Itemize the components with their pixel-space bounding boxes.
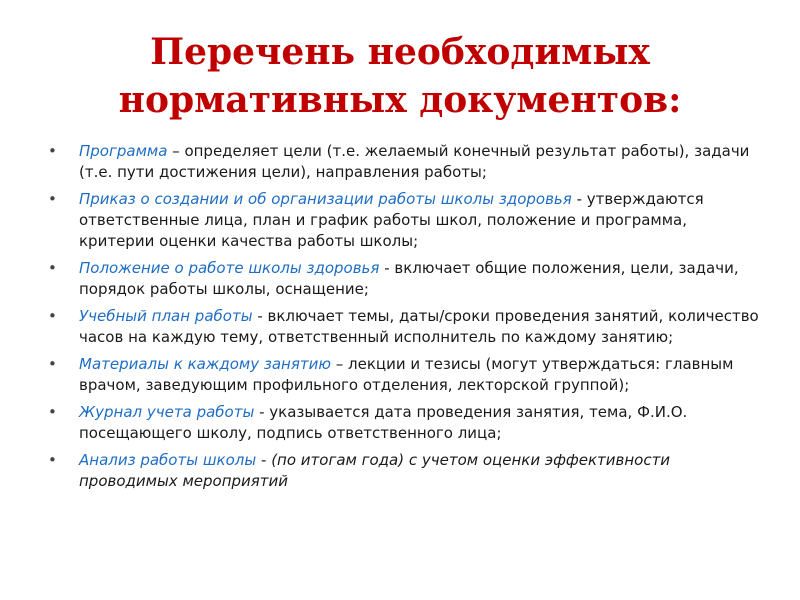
item-description: -: [256, 451, 272, 469]
item-description: - указывается дата проведения занятия, тема, Ф.И.О. посещающего школу, подпись ответственного лица;: [79, 403, 688, 442]
documents-list: [48, 141, 764, 498]
item-description: - включает общие положения, цели, задачи, порядок работы школы, оснащение;: [79, 259, 739, 298]
item-term: Анализ работы школы: [79, 451, 257, 469]
list-item: [48, 258, 764, 300]
item-term: Учебный план работы: [79, 307, 253, 325]
list-item: [48, 450, 764, 492]
item-term: Программа: [79, 142, 168, 160]
bullet-icon: •: [48, 142, 57, 160]
bullet-icon: •: [48, 451, 57, 469]
bullet-icon: •: [48, 403, 57, 421]
list-item: [48, 306, 764, 348]
item-description: - включает темы, даты/сроки проведения занятий, количество часов на каждую тему, ответственный исполнитель по каждому занятию;: [79, 307, 759, 346]
bullet-icon: •: [48, 307, 57, 325]
item-term: Материалы к каждому занятию: [79, 355, 331, 373]
bullet-icon: •: [48, 355, 57, 373]
item-description-italic: (по итогам года) с учетом оценки эффективности проводимых мероприятий: [79, 451, 671, 490]
list-item: [48, 189, 764, 252]
item-description: - утверждаются ответственные лица, план и график работы школ, положение и программа, критерии оценки качества работы школы;: [79, 190, 704, 250]
list-item: [48, 354, 764, 396]
item-description: – определяет цели (т.е. желаемый конечный результат работы), задачи (т.е. пути достижения цели), направления работы;: [79, 142, 750, 181]
item-term: Журнал учета работы: [79, 403, 255, 421]
bullet-icon: •: [48, 259, 57, 277]
list-item: [48, 402, 764, 444]
list-item: [48, 141, 764, 183]
bullet-icon: •: [48, 190, 57, 208]
title-line-2: нормативных документов:: [118, 79, 682, 121]
page-title: [60, 28, 740, 124]
item-term: Приказ о создании и об организации работы школы здоровья: [79, 190, 572, 208]
title-line-1: Перечень необходимых: [150, 31, 650, 73]
item-description: – лекции и тезисы (могут утверждаться: главным врачом, заведующим профильного отделения, лекторской группой);: [79, 355, 734, 394]
item-term: Положение о работе школы здоровья: [79, 259, 380, 277]
